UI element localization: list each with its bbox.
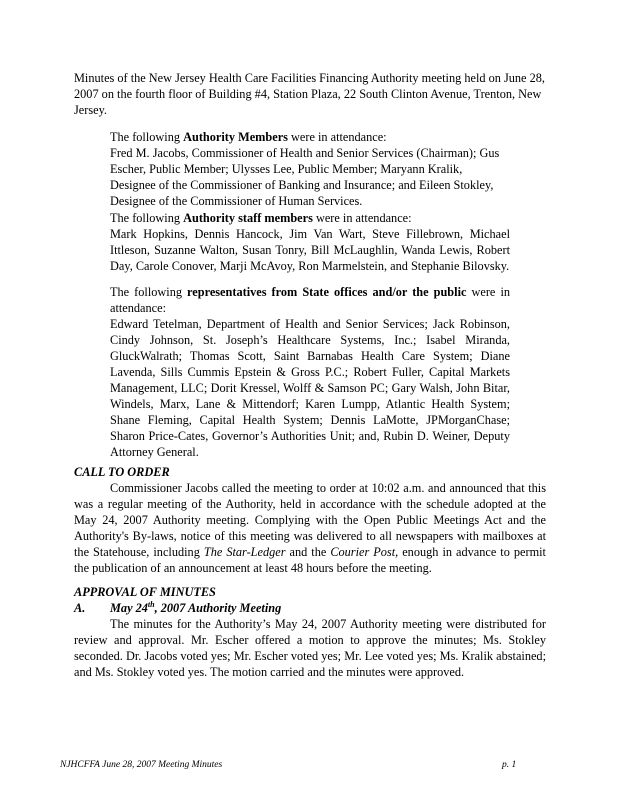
newspaper-courier-post: Courier Post, xyxy=(330,545,399,559)
staff-list: Mark Hopkins, Dennis Hancock, Jim Van Wart, Steve Fillebrown, Michael Ittleson, Suzanne Walton, Susan Tonry, Bill McLaughlin, Wanda Lewis, Robert Day, Carole Conover, Marji McAvoy, Ron Marmelstein, and Stephanie Bilovsky. xyxy=(110,227,510,273)
approval-heading: APPROVAL OF MINUTES xyxy=(74,585,216,599)
members-section xyxy=(110,129,510,209)
call-to-order-heading: CALL TO ORDER xyxy=(74,465,170,479)
call-to-order-paragraph: Commissioner Jacobs called the meeting to order at 10:02 a.m. and announced that this was a regular meeting of the Authority, held in accordance with the schedule adopted at the May 24, 2007 Authority meeting. Complying with the Open Public Meetings Act and the Authority's By-laws, notice of this meeting was delivered to all newspapers with mailboxes at the Statehouse, including The Star-Ledger and the Courier Post, enough in advance to permit the publication of an announcement at least 48 hours before the meeting. xyxy=(74,481,546,575)
staff-lead: The following Authority staff members were in attendance: xyxy=(110,211,412,225)
approval-paragraph: The minutes for the Authority’s May 24, 2007 Authority meeting were distributed for review and approval. Mr. Escher offered a motion to approve the minutes; Ms. Stokley seconded. Dr. Jacobs voted yes; Mr. Escher voted yes; Mr. Lee voted yes; Ms. Kralik abstained; and Ms. Stokley voted yes. The motion carried and the minutes were approved. xyxy=(74,617,546,679)
public-list: Edward Tetelman, Department of Health and Senior Services; Jack Robinson, Cindy Johnson, St. Joseph’s Healthcare Systems, Inc.; Isabel Miranda, GluckWalrath; Thomas Scott, Saint Barnabas Health Care System; Diane Lavenda, Sills Cummis Epstein & Gross P.C.; Robert Fuller, Capital Markets Management, LLC; Dorit Kressel, Wolff & Samson PC; Gary Walsh, John Bitar, Windels, Marx, Lane & Mittendorf; Karen Lumpp, Atlantic Health System; Shane Fleming, Capital Health System; Dennis LaMotte, JPMorganChase; Sharon Price-Cates, Governor’s Authorities Unit; and, Rubin D. Weiner, Deputy Attorney General. xyxy=(110,317,510,459)
public-section xyxy=(110,284,510,460)
approval-subheading: A. May 24th, 2007 Authority Meeting xyxy=(74,599,282,615)
staff-section xyxy=(110,210,510,274)
public-lead: The following representatives from State offices and/or the public were in attendance: xyxy=(110,285,511,315)
public-lead-bold: representatives from State offices and/or the public xyxy=(187,285,467,299)
members-lead-bold: Authority Members xyxy=(183,130,288,144)
intro-paragraph: Minutes of the New Jersey Health Care Facilities Financing Authority meeting held on June 28, 2007 on the fourth floor of Building #4, Station Plaza, 22 South Clinton Avenue, Trenton, New Jersey. xyxy=(74,71,545,117)
newspaper-star-ledger: The Star-Ledger xyxy=(203,545,286,559)
page-number: p. 1 xyxy=(502,760,517,770)
members-lead: The following Authority Members were in attendance: xyxy=(110,130,387,144)
staff-lead-bold: Authority staff members xyxy=(183,211,313,225)
members-list: Fred M. Jacobs, Commissioner of Health and Senior Services (Chairman); Gus Escher, Public Member; Ulysses Lee, Public Member; Maryann Kralik, Designee of the Commissioner of Banking and Insurance; and Eileen Stokley, Designee of the Commissioner of Human Services. xyxy=(110,146,500,208)
footer-title: NJHCFFA June 28, 2007 Meeting Minutes xyxy=(60,760,223,770)
